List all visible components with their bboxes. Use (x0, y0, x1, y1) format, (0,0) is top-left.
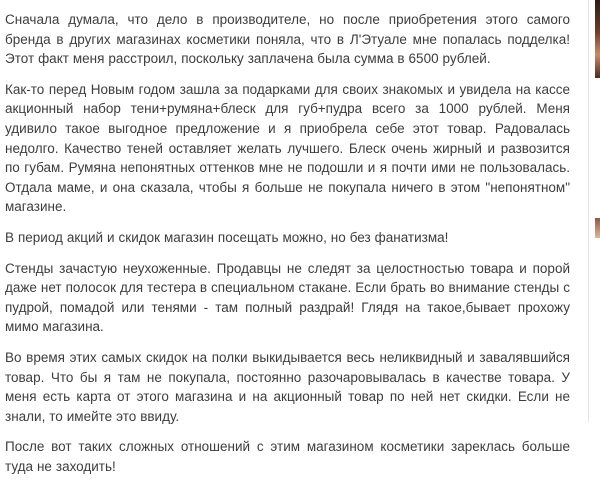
sidebar-photo-edge (595, 0, 600, 78)
review-paragraph-2: Как-то перед Новым годом зашла за подарками для своих знакомых и увидела на кассе акционный набор тени+румяна+блеск для губ+пудра всего за 1000 рублей. Меня удивило такое выгодное предложение и я приобрела себе этот товар. Радовалась недолго. Качество теней оставляет желать лучшего. Блеск очень жирный и развозится по губам. Румяна непонятных оттенков мне не подошли и я почти ими не пользовалась. Отдала маме, и она сказала, чтобы я больше не покупала ничего в этом "непонятном" магазине. (5, 81, 570, 215)
review-paragraph-1: Сначала думала, что дело в производителе, но после приобретения этого самого бренда в других магазинах косметики поняла, что в Л'Этуале мне попалась подделка! Этот факт меня расстроил, поскольку заплачена была сумма в 6500 рублей. (5, 12, 570, 67)
review-paragraph-4: Стенды зачастую неухоженные. Продавцы не следят за целостностью товара и порой даже нет полосок для тестера в специальном стакане. Если брать во внимание стенды с пудрой, помадой или тенями - там полный раздрай! Глядя на такое,бывает прохожу мимо магазина. (5, 260, 570, 335)
review-paragraph-3: В период акций и скидок магазин посещать можно, но без фанатизма! (5, 229, 449, 245)
review-text (5, 10, 570, 487)
sidebar-photo-edge-lower (595, 218, 600, 238)
review-paragraph-6: После вот таких сложных отношений с этим магазином косметики зареклась больше туда не заходить! (5, 439, 570, 474)
review-paragraph-5: Во время этих самых скидок на полки выкидывается весь неликвидный и завалявшийся товар. Что бы я там не покупала, постоянно разочаровывалась в качестве товара. У меня есть карта от этого магазина и на акционный товар по ней нет скидки. Если не знали, то имейте это ввиду. (5, 349, 570, 424)
content-divider (588, 0, 589, 422)
